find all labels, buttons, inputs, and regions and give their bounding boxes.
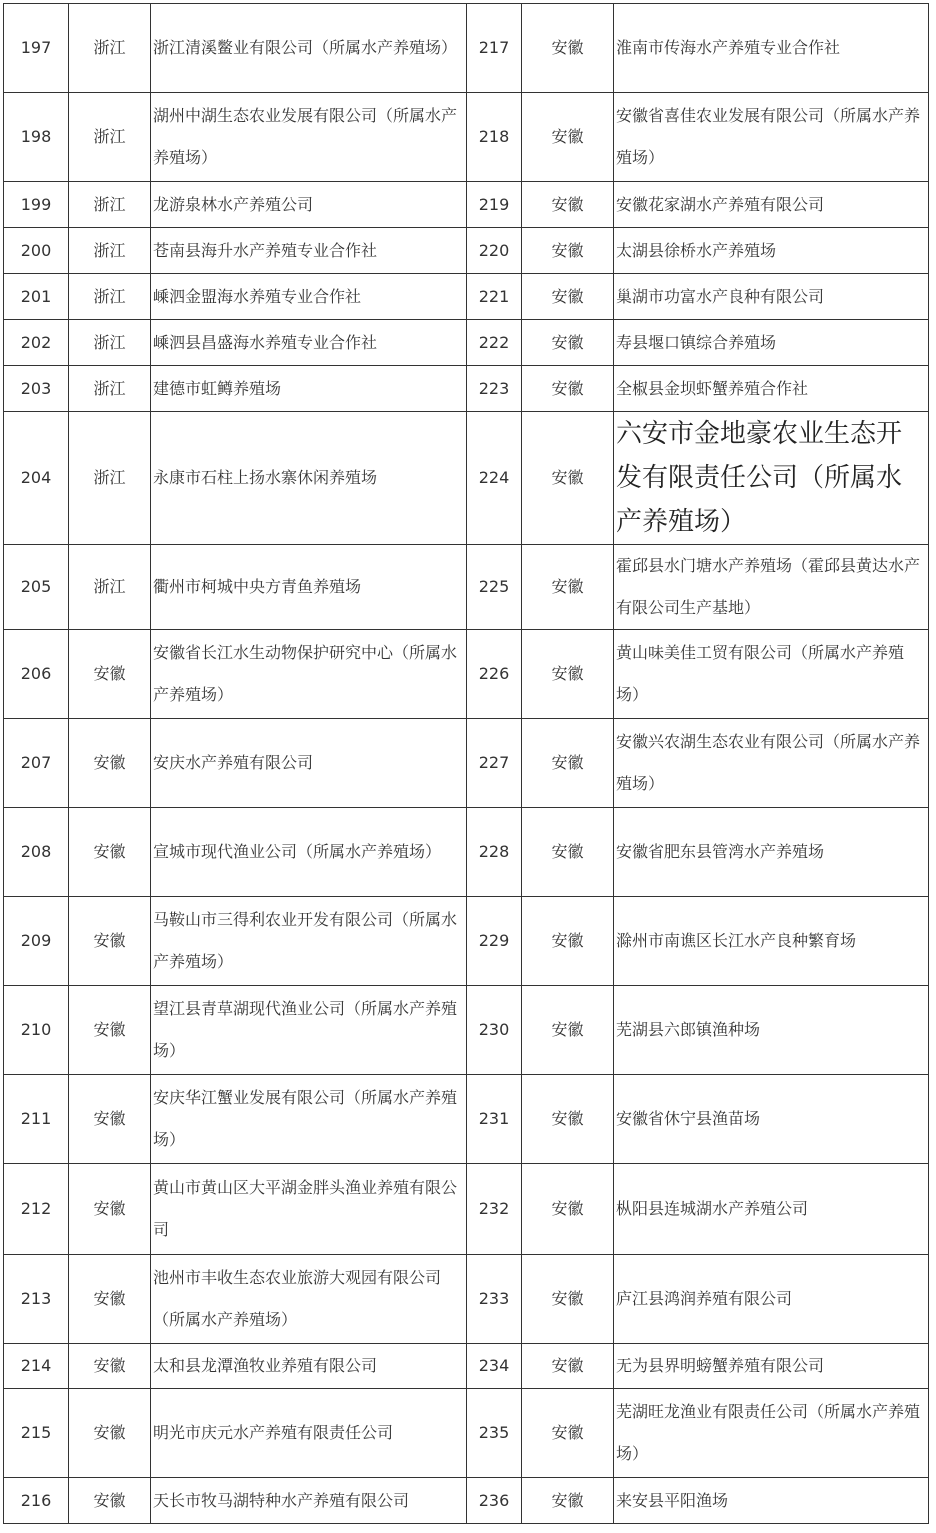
row-number-left: 197 xyxy=(4,4,69,93)
company-name-right: 寿县堰口镇综合养殖场 xyxy=(614,320,929,366)
company-name-left: 望江县青草湖现代渔业公司（所属水产养殖场） xyxy=(151,986,467,1075)
table-row xyxy=(4,182,929,228)
company-name-left: 安庆华江蟹业发展有限公司（所属水产养殖场） xyxy=(151,1075,467,1164)
row-number-right: 221 xyxy=(467,274,522,320)
row-number-left: 201 xyxy=(4,274,69,320)
province-left: 安徽 xyxy=(69,630,151,719)
company-name-right: 芜湖旺龙渔业有限责任公司（所属水产养殖场） xyxy=(614,1389,929,1478)
company-name-right: 滁州市南谯区长江水产良种繁育场 xyxy=(614,897,929,986)
province-left: 安徽 xyxy=(69,1164,151,1255)
company-name-right: 黄山味美佳工贸有限公司（所属水产养殖场） xyxy=(614,630,929,719)
table-row xyxy=(4,1075,929,1164)
province-right: 安徽 xyxy=(522,719,614,808)
row-number-left: 207 xyxy=(4,719,69,808)
company-name-right: 庐江县鸿润养殖有限公司 xyxy=(614,1255,929,1344)
row-number-right: 227 xyxy=(467,719,522,808)
province-left: 浙江 xyxy=(69,412,151,545)
company-name-left: 永康市石柱上扬水寨休闲养殖场 xyxy=(151,412,467,545)
row-number-right: 226 xyxy=(467,630,522,719)
company-name-right: 淮南市传海水产养殖专业合作社 xyxy=(614,4,929,93)
table-row xyxy=(4,1255,929,1344)
row-number-right: 235 xyxy=(467,1389,522,1478)
province-right: 安徽 xyxy=(522,320,614,366)
province-left: 浙江 xyxy=(69,4,151,93)
company-name-left: 明光市庆元水产养殖有限责任公司 xyxy=(151,1389,467,1478)
row-number-left: 213 xyxy=(4,1255,69,1344)
row-number-left: 205 xyxy=(4,545,69,630)
province-right: 安徽 xyxy=(522,897,614,986)
table-row xyxy=(4,366,929,412)
province-right: 安徽 xyxy=(522,808,614,897)
province-left: 安徽 xyxy=(69,1389,151,1478)
company-name-left: 天长市牧马湖特种水产养殖有限公司 xyxy=(151,1478,467,1524)
province-left: 浙江 xyxy=(69,228,151,274)
row-number-right: 225 xyxy=(467,545,522,630)
company-name-left: 嵊泗县昌盛海水养殖专业合作社 xyxy=(151,320,467,366)
company-name-right: 来安县平阳渔场 xyxy=(614,1478,929,1524)
row-number-left: 214 xyxy=(4,1344,69,1389)
province-right: 安徽 xyxy=(522,1075,614,1164)
company-name-right: 枞阳县连城湖水产养殖公司 xyxy=(614,1164,929,1255)
row-number-right: 228 xyxy=(467,808,522,897)
province-right: 安徽 xyxy=(522,986,614,1075)
row-number-right: 236 xyxy=(467,1478,522,1524)
province-right: 安徽 xyxy=(522,274,614,320)
table-row xyxy=(4,1389,929,1478)
company-name-right: 霍邱县水门塘水产养殖场（霍邱县黄达水产有限公司生产基地） xyxy=(614,545,929,630)
table-row xyxy=(4,228,929,274)
row-number-left: 202 xyxy=(4,320,69,366)
company-name-left: 衢州市柯城中央方青鱼养殖场 xyxy=(151,545,467,630)
row-number-right: 222 xyxy=(467,320,522,366)
table-row xyxy=(4,1344,929,1389)
company-name-left: 浙江清溪鳖业有限公司（所属水产养殖场） xyxy=(151,4,467,93)
province-right: 安徽 xyxy=(522,412,614,545)
company-name-right: 无为县界明螃蟹养殖有限公司 xyxy=(614,1344,929,1389)
row-number-right: 218 xyxy=(467,93,522,182)
table-row xyxy=(4,412,929,545)
company-name-right: 巢湖市功富水产良种有限公司 xyxy=(614,274,929,320)
row-number-right: 232 xyxy=(467,1164,522,1255)
province-right: 安徽 xyxy=(522,1255,614,1344)
company-name-right: 六安市金地豪农业生态开发有限责任公司（所属水产养殖场） xyxy=(614,412,929,545)
company-name-left: 安庆水产养殖有限公司 xyxy=(151,719,467,808)
table-row xyxy=(4,808,929,897)
province-left: 安徽 xyxy=(69,897,151,986)
province-right: 安徽 xyxy=(522,545,614,630)
row-number-right: 220 xyxy=(467,228,522,274)
row-number-left: 211 xyxy=(4,1075,69,1164)
row-number-left: 215 xyxy=(4,1389,69,1478)
province-left: 安徽 xyxy=(69,1344,151,1389)
row-number-left: 206 xyxy=(4,630,69,719)
province-left: 浙江 xyxy=(69,274,151,320)
province-left: 安徽 xyxy=(69,986,151,1075)
row-number-right: 229 xyxy=(467,897,522,986)
province-right: 安徽 xyxy=(522,630,614,719)
province-left: 安徽 xyxy=(69,719,151,808)
row-number-right: 230 xyxy=(467,986,522,1075)
company-name-right: 安徽兴农湖生态农业有限公司（所属水产养殖场） xyxy=(614,719,929,808)
table-row xyxy=(4,274,929,320)
row-number-left: 212 xyxy=(4,1164,69,1255)
company-name-left: 池州市丰收生态农业旅游大观园有限公司（所属水产养殖场） xyxy=(151,1255,467,1344)
company-name-right: 太湖县徐桥水产养殖场 xyxy=(614,228,929,274)
row-number-right: 234 xyxy=(467,1344,522,1389)
row-number-left: 200 xyxy=(4,228,69,274)
province-right: 安徽 xyxy=(522,228,614,274)
farm-list-table xyxy=(3,3,929,1524)
province-left: 安徽 xyxy=(69,808,151,897)
row-number-right: 224 xyxy=(467,412,522,545)
company-name-left: 宣城市现代渔业公司（所属水产养殖场） xyxy=(151,808,467,897)
table-row xyxy=(4,897,929,986)
row-number-left: 208 xyxy=(4,808,69,897)
table-row xyxy=(4,630,929,719)
company-name-right: 安徽花家湖水产养殖有限公司 xyxy=(614,182,929,228)
company-name-left: 湖州中湖生态农业发展有限公司（所属水产养殖场） xyxy=(151,93,467,182)
company-name-right: 安徽省休宁县渔苗场 xyxy=(614,1075,929,1164)
company-name-left: 建德市虹鳟养殖场 xyxy=(151,366,467,412)
province-left: 浙江 xyxy=(69,545,151,630)
company-name-left: 马鞍山市三得利农业开发有限公司（所属水产养殖场） xyxy=(151,897,467,986)
province-left: 安徽 xyxy=(69,1255,151,1344)
company-name-left: 安徽省长江水生动物保护研究中心（所属水产养殖场） xyxy=(151,630,467,719)
table-row xyxy=(4,93,929,182)
row-number-left: 210 xyxy=(4,986,69,1075)
row-number-left: 199 xyxy=(4,182,69,228)
row-number-left: 203 xyxy=(4,366,69,412)
province-right: 安徽 xyxy=(522,366,614,412)
table-row xyxy=(4,1164,929,1255)
province-right: 安徽 xyxy=(522,4,614,93)
table-row xyxy=(4,545,929,630)
company-name-right: 安徽省肥东县管湾水产养殖场 xyxy=(614,808,929,897)
table-row xyxy=(4,986,929,1075)
company-name-left: 太和县龙潭渔牧业养殖有限公司 xyxy=(151,1344,467,1389)
row-number-right: 223 xyxy=(467,366,522,412)
row-number-left: 209 xyxy=(4,897,69,986)
province-right: 安徽 xyxy=(522,1389,614,1478)
row-number-right: 217 xyxy=(467,4,522,93)
table-row xyxy=(4,320,929,366)
table-row xyxy=(4,1478,929,1524)
province-left: 安徽 xyxy=(69,1075,151,1164)
table-row xyxy=(4,719,929,808)
row-number-left: 204 xyxy=(4,412,69,545)
company-name-left: 龙游泉林水产养殖公司 xyxy=(151,182,467,228)
company-name-right: 安徽省喜佳农业发展有限公司（所属水产养殖场） xyxy=(614,93,929,182)
company-name-right: 芜湖县六郎镇渔种场 xyxy=(614,986,929,1075)
province-right: 安徽 xyxy=(522,1478,614,1524)
province-right: 安徽 xyxy=(522,1164,614,1255)
province-left: 浙江 xyxy=(69,320,151,366)
company-name-left: 黄山市黄山区大平湖金胖头渔业养殖有限公司 xyxy=(151,1164,467,1255)
province-left: 浙江 xyxy=(69,182,151,228)
row-number-right: 231 xyxy=(467,1075,522,1164)
table-row xyxy=(4,4,929,93)
company-name-left: 苍南县海升水产养殖专业合作社 xyxy=(151,228,467,274)
table-body xyxy=(4,4,929,1524)
province-right: 安徽 xyxy=(522,1344,614,1389)
row-number-left: 198 xyxy=(4,93,69,182)
province-left: 安徽 xyxy=(69,1478,151,1524)
row-number-right: 219 xyxy=(467,182,522,228)
row-number-right: 233 xyxy=(467,1255,522,1344)
company-name-left: 嵊泗金盟海水养殖专业合作社 xyxy=(151,274,467,320)
province-right: 安徽 xyxy=(522,182,614,228)
province-left: 浙江 xyxy=(69,93,151,182)
row-number-left: 216 xyxy=(4,1478,69,1524)
province-left: 浙江 xyxy=(69,366,151,412)
company-name-right: 全椒县金坝虾蟹养殖合作社 xyxy=(614,366,929,412)
province-right: 安徽 xyxy=(522,93,614,182)
